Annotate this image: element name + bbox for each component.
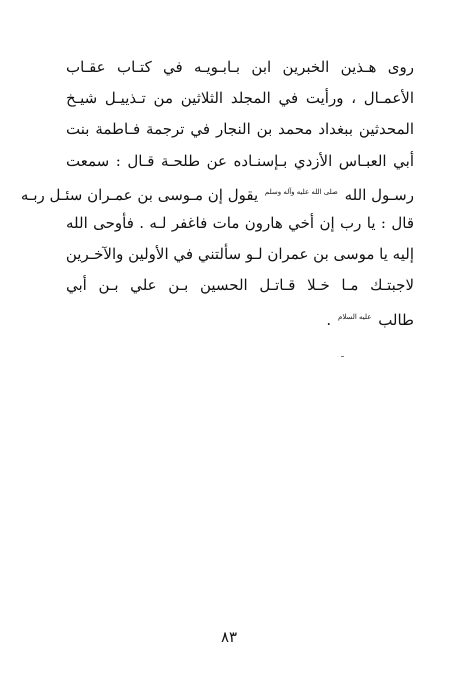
text-line-4-content: أبي العبـاس الأزدي بـإسنـاده عن طلحـة قـال : سمعت bbox=[66, 151, 414, 170]
text-line-7 bbox=[66, 239, 414, 270]
text-line-8 bbox=[66, 270, 414, 301]
text-line-5-content: يقول إن مـوسى بن عمـران سئـل ربـه bbox=[20, 185, 259, 204]
imam-honorific-mark: عليه السلام bbox=[337, 312, 372, 321]
text-line-9-prefix: طالب bbox=[378, 310, 414, 329]
text-line-8-content: لاجبتـك مـا خـلا قـاتـل الحسين بـن علي بـن أبي bbox=[66, 276, 414, 295]
text-line-9 bbox=[66, 302, 414, 333]
page-number: ٨٣ bbox=[220, 628, 238, 646]
separator-mark bbox=[341, 356, 344, 357]
body-text bbox=[20, 52, 414, 333]
text-line-1 bbox=[66, 52, 414, 83]
text-line-7-content: إليه يا موسى بن عمران لـو سألتني في الأولين والآخـرين bbox=[65, 245, 414, 264]
text-line-9-content: . bbox=[326, 310, 332, 329]
text-line-2-content: الأعمـال ، ورأيت في المجلد الثلاثين من تـذييـل شيـخ bbox=[66, 89, 414, 108]
text-line-6 bbox=[66, 208, 414, 239]
text-line-5 bbox=[20, 177, 414, 208]
text-line-3-content: المحدثين ببغداد محمد بن النجار في ترجمة فـاطمة بنت bbox=[66, 120, 414, 139]
text-line-3 bbox=[66, 114, 414, 145]
text-line-4 bbox=[66, 146, 414, 177]
text-line-1-content: روى هـذين الخبرين ابن بـابـويـه في كتـاب عقـاب bbox=[66, 58, 414, 76]
text-line-6-content: قال : يا رب إن أخي هارون مات فاغفر لـه . فأوحى الله bbox=[66, 213, 414, 232]
text-line-2 bbox=[66, 83, 414, 114]
prophet-honorific-mark: صلى الله عليه وآله وسلم bbox=[264, 187, 338, 196]
text-line-5-prefix: رسـول الله bbox=[344, 185, 414, 204]
